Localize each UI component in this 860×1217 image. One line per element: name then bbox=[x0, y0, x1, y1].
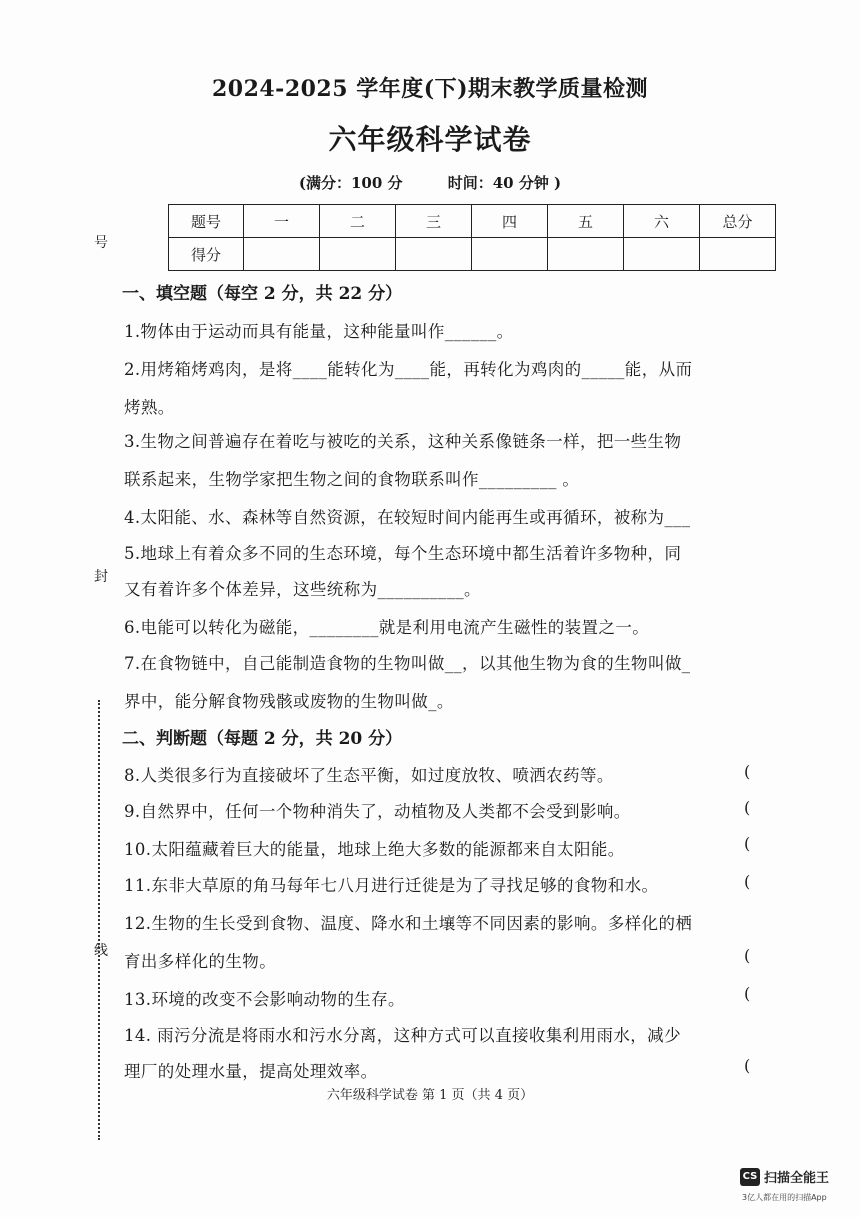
question-line: 6.电能可以转化为磁能，________就是利用电流产生磁性的装置之一。 bbox=[124, 618, 650, 637]
score-blank-cell bbox=[320, 238, 396, 271]
question-line: 育出多样化的生物。 bbox=[124, 952, 277, 971]
margin-mark: 封 bbox=[94, 569, 108, 585]
score-table-cell: 二 bbox=[320, 205, 396, 238]
score-table-cell: 得分 bbox=[169, 238, 244, 271]
question-line: 9.自然界中，任何一个物种消失了，动植物及人类都不会受到影响。 bbox=[124, 802, 631, 821]
question-line: 12.生物的生长受到食物、温度、降水和土壤等不同因素的影响。多样化的栖 bbox=[124, 914, 693, 933]
question-line: 11.东非大草原的角马每年七八月进行迁徙是为了寻找足够的食物和水。 bbox=[124, 876, 659, 895]
question-line: 5.地球上有着众多不同的生态环境，每个生态环境中都生活着许多物种，同 bbox=[124, 544, 682, 563]
score-blank-cell bbox=[548, 238, 624, 271]
score-table-cell: 六 bbox=[624, 205, 700, 238]
question-line: 13.环境的改变不会影响动物的生存。 bbox=[124, 990, 405, 1009]
scanner-logo bbox=[740, 1167, 829, 1186]
exam-time: 时间：40 分钟 ) bbox=[447, 174, 562, 192]
score-table-score-row bbox=[169, 238, 776, 271]
score-table-cell: 三 bbox=[396, 205, 472, 238]
question-line: 7.在食物链中，自己能制造食物的生物叫做__，以其他生物为食的生物叫做_ bbox=[124, 654, 691, 673]
margin-mark: 号 bbox=[94, 235, 108, 251]
score-time-info bbox=[0, 172, 860, 193]
question-line: 4.太阳能、水、森林等自然资源，在较短时间内能再生或再循环，被称为___ bbox=[124, 508, 691, 527]
camscanner-icon: CS bbox=[740, 1168, 760, 1186]
section1-heading: 一、填空题（每空 2 分，共 22 分） bbox=[122, 284, 403, 304]
question-line: 14. 雨污分流是将雨水和污水分离，这种方式可以直接收集利用雨水，减少 bbox=[124, 1026, 681, 1045]
score-table-header-row bbox=[169, 205, 776, 238]
question-line: 又有着许多个体差异，这些统称为__________。 bbox=[124, 580, 481, 599]
answer-paren: ( bbox=[744, 834, 751, 853]
question-line: 8.人类很多行为直接破坏了生态平衡，如过度放牧、喷洒农药等。 bbox=[124, 766, 614, 785]
score-blank-cell bbox=[700, 238, 776, 271]
score-table bbox=[168, 204, 776, 271]
section2-heading: 二、判断题（每题 2 分，共 20 分） bbox=[122, 729, 403, 749]
answer-paren: ( bbox=[744, 798, 751, 817]
answer-paren: ( bbox=[744, 872, 751, 891]
question-line: 10.太阳蕴藏着巨大的能量，地球上绝大多数的能源都来自太阳能。 bbox=[124, 840, 625, 859]
score-table-cell: 五 bbox=[548, 205, 624, 238]
margin-mark: 线 bbox=[94, 943, 108, 959]
score-blank-cell bbox=[624, 238, 700, 271]
page-footer: 六年级科学试卷 第 1 页（共 4 页） bbox=[326, 1088, 534, 1103]
question-line: 联系起来，生物学家把生物之间的食物联系叫作_________ 。 bbox=[124, 470, 580, 489]
answer-paren: ( bbox=[744, 984, 751, 1003]
binding-dotted-line bbox=[98, 700, 100, 1140]
full-score: (满分：100 分 bbox=[298, 174, 403, 192]
score-blank-cell bbox=[472, 238, 548, 271]
scanner-app-name: 扫描全能王 bbox=[764, 1171, 830, 1186]
answer-paren: ( bbox=[744, 762, 751, 781]
question-line: 1.物体由于运动而具有能量，这种能量叫作______。 bbox=[124, 322, 514, 341]
question-line: 2.用烤箱烤鸡肉，是将____能转化为____能，再转化为鸡肉的_____能，从而 bbox=[124, 360, 693, 379]
exam-subtitle: 六年级科学试卷 bbox=[328, 123, 532, 156]
answer-paren: ( bbox=[744, 1056, 751, 1075]
score-blank-cell bbox=[396, 238, 472, 271]
question-line: 烤熟。 bbox=[124, 398, 175, 417]
score-table-cell: 总分 bbox=[700, 205, 776, 238]
score-table-cell: 四 bbox=[472, 205, 548, 238]
score-table-cell: 一 bbox=[244, 205, 320, 238]
scanner-tagline: 3亿人都在用的扫描App bbox=[742, 1193, 827, 1202]
score-blank-cell bbox=[244, 238, 320, 271]
answer-paren: ( bbox=[744, 946, 751, 965]
score-table-cell: 题号 bbox=[169, 205, 244, 238]
exam-title: 2024-2025 学年度(下)期末教学质量检测 bbox=[211, 76, 649, 102]
question-line: 理厂的处理水量，提高处理效率。 bbox=[124, 1062, 378, 1081]
question-line: 3.生物之间普遍存在着吃与被吃的关系，这种关系像链条一样，把一些生物 bbox=[124, 432, 682, 451]
question-line: 界中，能分解食物残骸或废物的生物叫做_。 bbox=[124, 692, 454, 711]
